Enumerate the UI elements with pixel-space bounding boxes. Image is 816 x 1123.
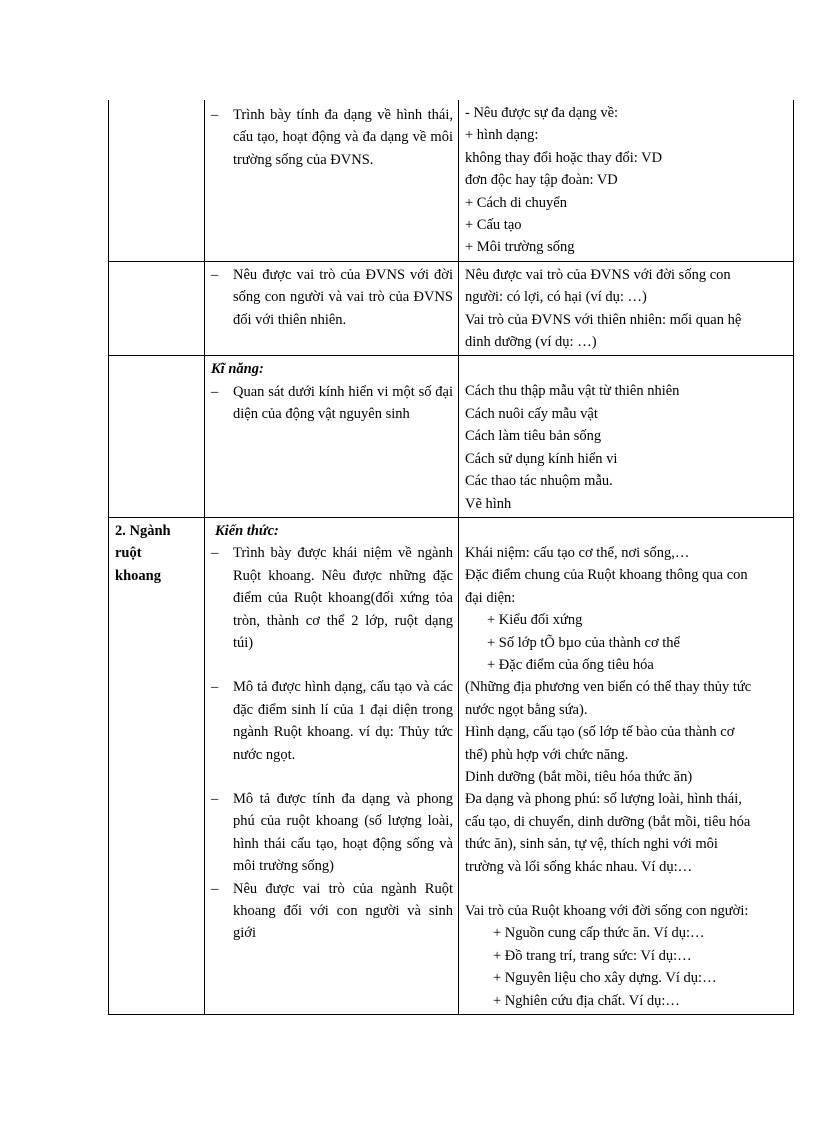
topic-line: ruột [115, 545, 142, 562]
topic-line: khoang [115, 567, 161, 584]
section-heading: Kiến thức: [215, 522, 279, 539]
detail-line: nước ngọt bằng sứa). [465, 701, 588, 718]
detail-line: (Những địa phương ven biển có thể thay thủy tức [465, 679, 752, 696]
detail-line: thể) phù hợp với chức năng. [465, 746, 629, 763]
objective-item [211, 676, 453, 766]
section-heading: Kĩ năng: [211, 361, 264, 378]
topic-cell [109, 100, 205, 261]
dash-bullet: – [211, 107, 219, 123]
objective-text: Nêu được vai trò của ngành Ruột khoang đối với con người và sinh giới [233, 880, 453, 942]
detail-line: trường và lối sống khác nhau. Ví dụ:… [465, 858, 693, 875]
table-row [109, 100, 794, 261]
detail-line: + Cách di chuyển [465, 194, 567, 211]
detail-line: + hình dạng: [465, 127, 539, 144]
detail-line: + Số lớp tÕ bµo của thành cơ thể [487, 634, 680, 651]
dash-bullet: – [211, 790, 219, 807]
detail-line: Khái niệm: cấu tạo cơ thể, nơi sống,… [465, 544, 690, 561]
detail-line: Cách thu thập mẫu vật từ thiên nhiên [465, 383, 680, 400]
detail-line: Cách sử dụng kính hiển vi [465, 450, 618, 467]
detail-line: Đa dạng và phong phú: số lượng loài, hình thái, [465, 791, 742, 808]
objective-item [211, 542, 453, 654]
dash-bullet: – [211, 545, 219, 562]
detail-line: - Nêu được sự đa dạng về: [465, 105, 619, 121]
table-row [109, 517, 794, 1014]
detail-line: Nêu được vai trò của ĐVNS với đời sống con [465, 266, 731, 283]
dash-bullet: – [211, 383, 219, 400]
objective-item [211, 104, 453, 171]
detail-cell [459, 261, 794, 356]
objective-text: Trình bày được khái niệm về ngành Ruột khoang. Nêu được những đặc điểm của Ruột khoang(đối xứng tỏa tròn, thành cơ thể 2 lớp, ruột dạng túi) [233, 545, 453, 651]
detail-line: đại diện: [465, 589, 516, 606]
objective-item [211, 788, 453, 878]
objective-text: Trình bày tính đa dạng về hình thái, cấu tạo, hoạt động và đa dạng về môi trường sống của ĐVNS. [233, 107, 453, 168]
objective-text: Mô tả được tính đa dạng và phong phú của ruột khoang (số lượng loài, hình thái cấu tạo, hoạt động sống và môi trường sống) [233, 790, 453, 875]
table-row [109, 261, 794, 356]
detail-line: + Đặc điểm của ống tiêu hóa [487, 656, 654, 673]
detail-line: Vai trò của ĐVNS với thiên nhiên: mối quan hệ [465, 311, 742, 328]
objective-text: Quan sát dưới kính hiển vi một số đại diện của động vật nguyên sinh [233, 383, 453, 423]
detail-line: Đặc điểm chung của Ruột khoang thông qua con [465, 567, 748, 584]
detail-line: không thay đổi hoặc thay đổi: VD [465, 149, 663, 166]
objective-item [211, 878, 453, 945]
detail-line: Dinh dưỡng (bắt mồi, tiêu hóa thức ăn) [465, 768, 693, 785]
objective-item [211, 264, 453, 331]
detail-line: + Cấu tạo [465, 217, 522, 234]
detail-line: + Môi trường sống [465, 239, 575, 256]
detail-line: + Nguồn cung cấp thức ăn. Ví dụ:… [493, 925, 705, 942]
detail-line: Cách làm tiêu bản sống [465, 428, 602, 445]
objective-text: Nêu được vai trò của ĐVNS với đời sống con người và vai trò của ĐVNS đối với thiên nhiên. [233, 266, 453, 328]
detail-cell [459, 356, 794, 517]
detail-line: thức ăn), sinh sản, tự vệ, thích nghi với môi [465, 836, 718, 853]
curriculum-table [108, 100, 794, 1015]
detail-line: Hình dạng, cấu tạo (số lớp tế bào của thành cơ [465, 724, 735, 741]
detail-line: người: có lợi, có hại (ví dụ: …) [465, 289, 647, 306]
detail-line: Cách nuôi cấy mẫu vật [465, 405, 598, 422]
detail-cell [459, 517, 794, 1014]
detail-cell [459, 100, 794, 261]
detail-line: đơn độc hay tập đoàn: VD [465, 172, 618, 189]
topic-line: 2. Ngành [115, 522, 171, 539]
detail-line: cấu tạo, di chuyển, dinh dưỡng (bắt mồi, tiêu hóa [465, 813, 751, 830]
detail-line: Vai trò của Ruột khoang với đời sống con người: [465, 903, 749, 919]
detail-line: + Kiểu đối xứng [487, 612, 583, 629]
detail-line: + Đồ trang trí, trang sức: Ví dụ:… [493, 947, 692, 964]
detail-line: + Nguyên liệu cho xây dựng. Ví dụ:… [493, 970, 717, 987]
detail-line: Vẽ hình [465, 495, 512, 512]
dash-bullet: – [211, 679, 219, 696]
detail-line: + Nghiên cứu địa chất. Ví dụ:… [493, 992, 680, 1009]
table-row [109, 356, 794, 517]
detail-line: dinh dưỡng (ví dụ: …) [465, 334, 597, 351]
objective-item [211, 381, 453, 426]
dash-bullet: – [211, 880, 219, 897]
topic-cell [109, 517, 205, 1014]
objective-cell [205, 356, 459, 517]
dash-bullet: – [211, 266, 219, 283]
objective-cell [205, 261, 459, 356]
topic-cell [109, 261, 205, 356]
objective-text: Mô tả được hình dạng, cấu tạo và các đặc điểm sinh lí của 1 đại diện trong ngành Ruột khoang. ví dụ: Thủy tức nước ngọt. [233, 679, 453, 763]
objective-cell [205, 100, 459, 261]
detail-line: Các thao tác nhuộm mẫu. [465, 473, 613, 490]
topic-cell [109, 356, 205, 517]
objective-cell [205, 517, 459, 1014]
